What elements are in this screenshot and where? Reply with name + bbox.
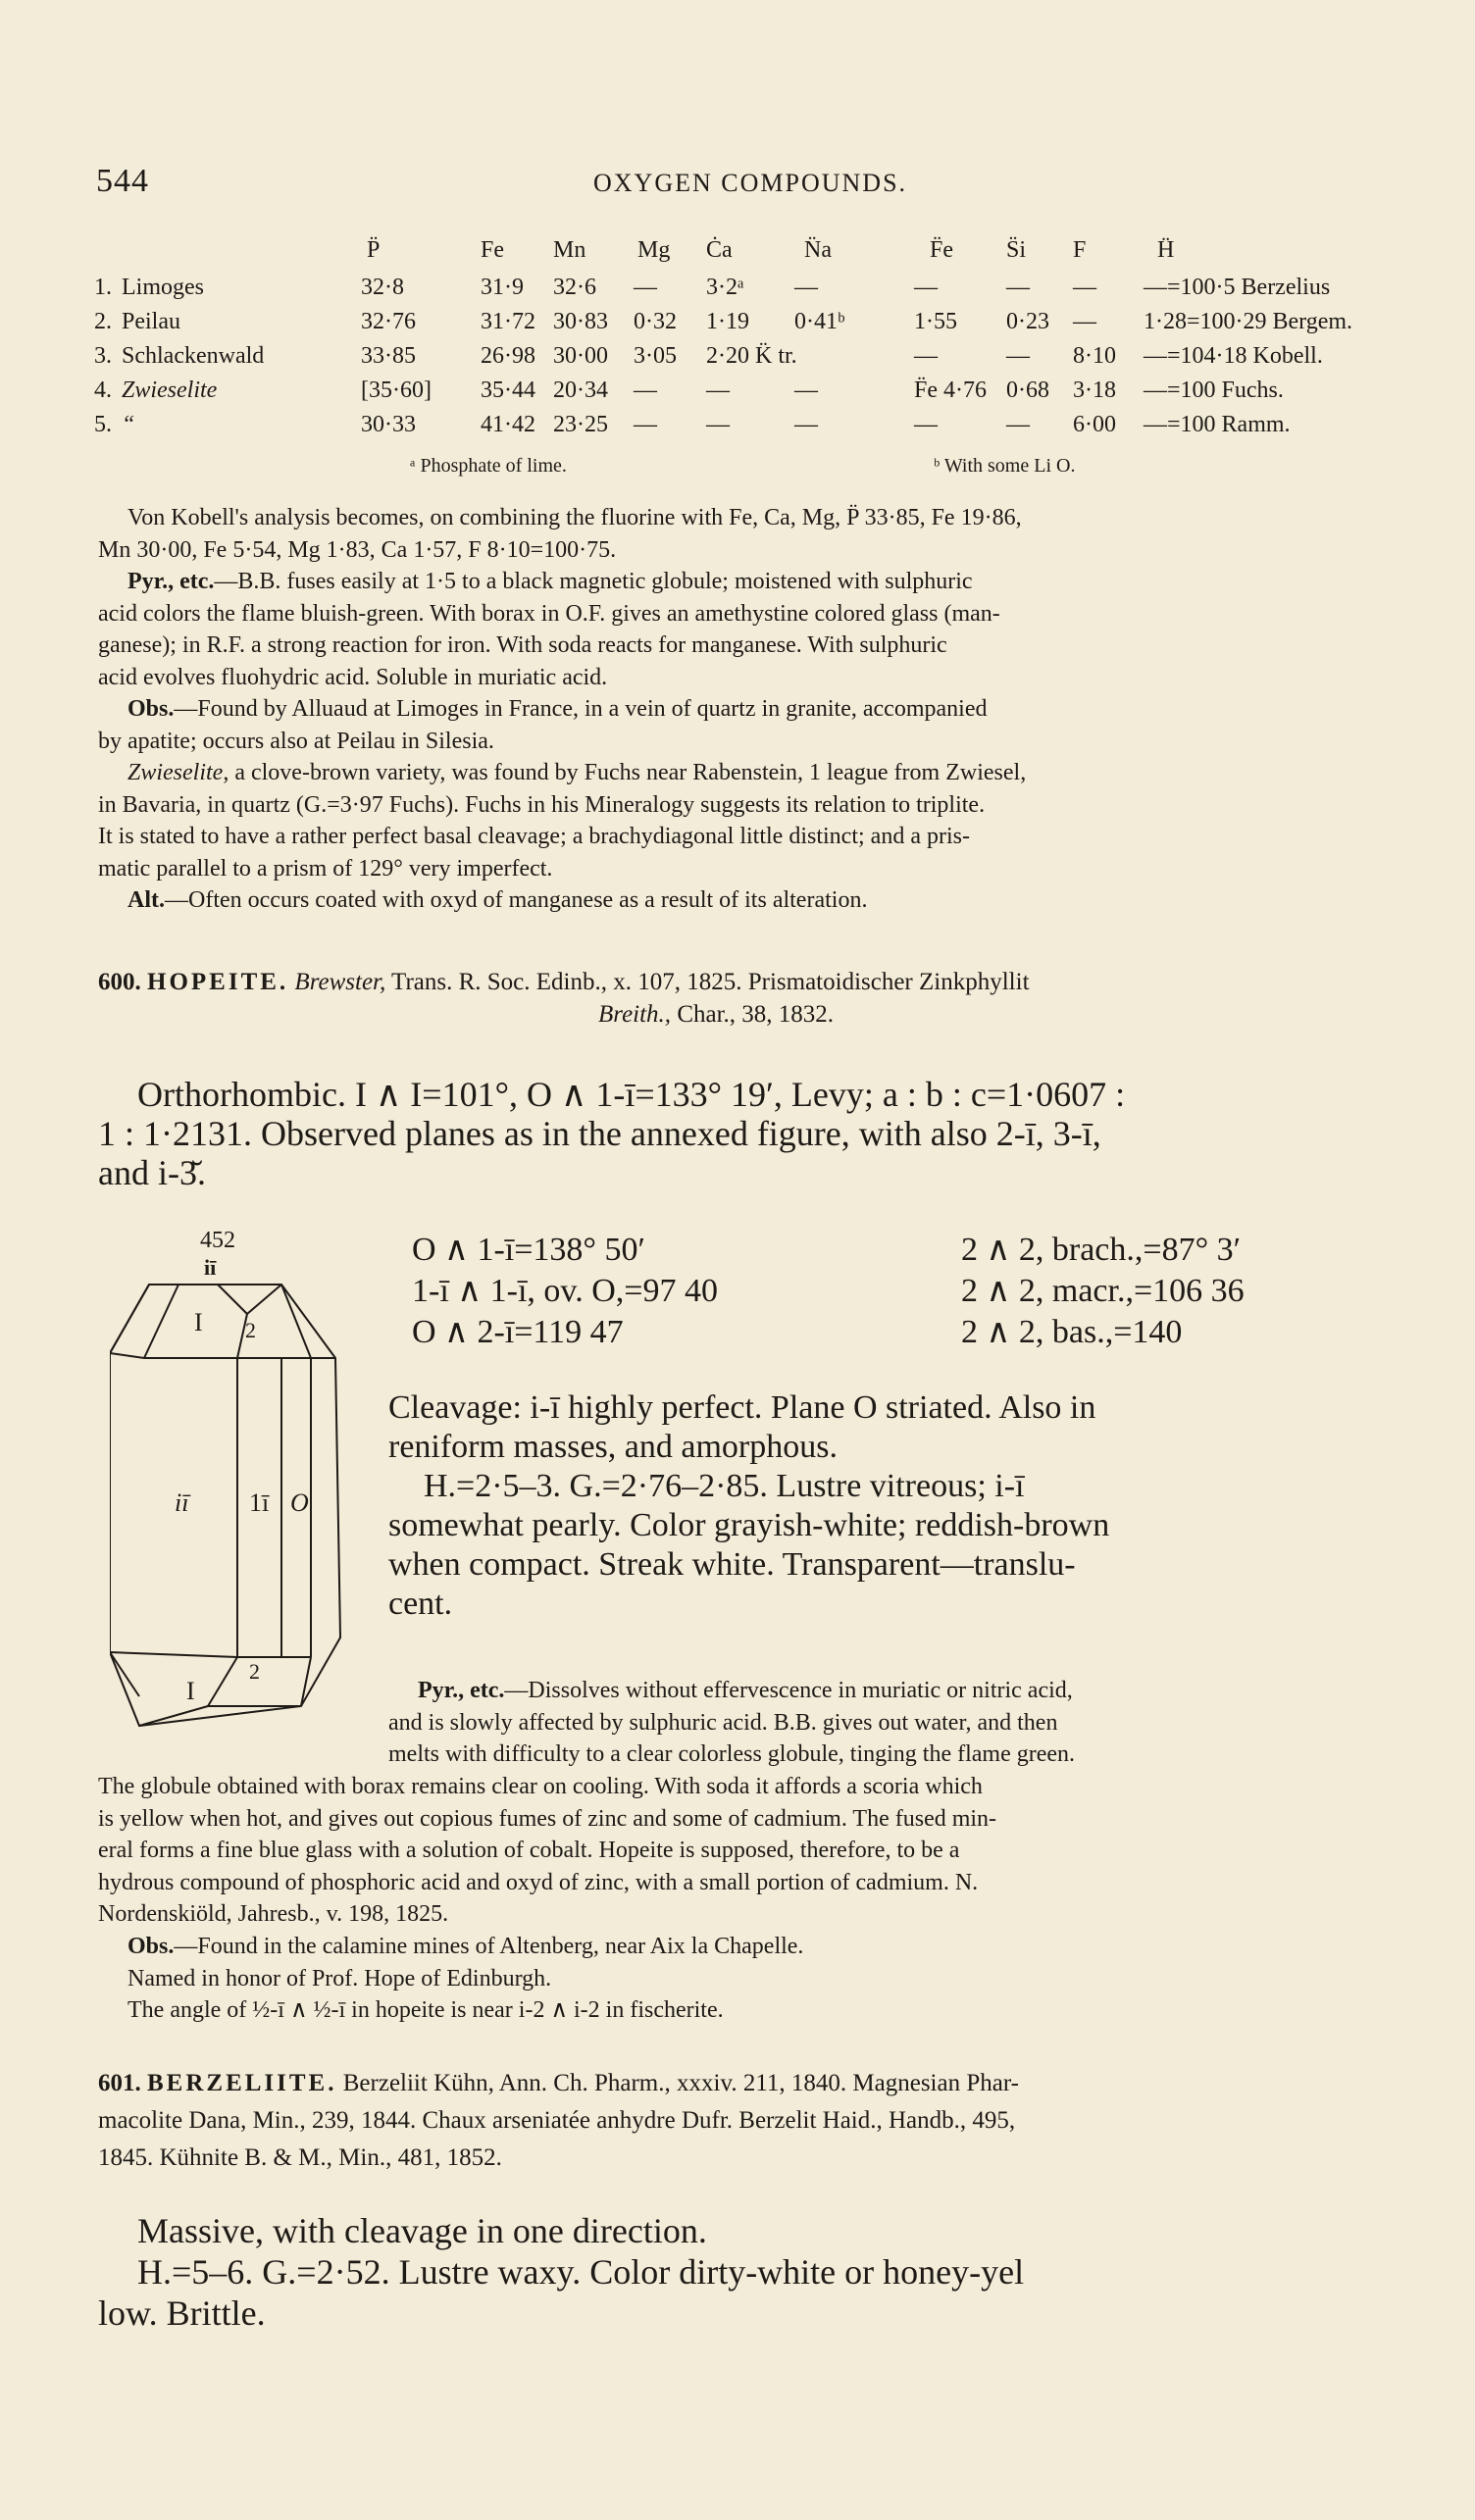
angle-line: 1-ī ∧ 1-ī, ov. O,=97 40 [412,1273,718,1309]
pyr-heading: Pyr., etc. [418,1678,505,1703]
table-cell: —=100·5 Berzelius [1144,275,1331,300]
footnote-b: ᵇ With some Li O. [934,455,1076,477]
table-cell: — [794,275,818,300]
angle-line: 2 ∧ 2, macr.,=106 36 [961,1273,1245,1309]
ref-author: Brewster, [294,969,386,995]
col-header: S̈i [1006,237,1027,263]
row-number: 4. [94,378,112,403]
table-cell: 1·55 [914,309,957,334]
text-line: It is stated to have a rather perfect basal cleavage; a brachydiagonal little distinct; and a pris- [98,824,970,849]
obs-heading: Obs. [127,696,175,722]
row-locality: “ [122,412,135,437]
running-title: OXYGEN COMPOUNDS. [593,169,908,197]
text-line: Von Kobell's analysis becomes, on combining the fluorine with Fe, Ca, Mg, P̈ 33·85, Fe 19·86, [127,505,1022,530]
table-cell: F̈e 4·76 [914,378,987,403]
text-line: 1 : 1·2131. Observed planes as in the annexed figure, with also 2-ī, 3-ī, [98,1114,1101,1153]
text-line: Mn 30·00, Fe 5·54, Mg 1·83, Ca 1·57, F 8·10=100·75. [98,536,617,563]
kobell-paragraph [98,502,1438,566]
row-number: 2. [94,309,112,334]
table-cell: 32·6 [553,275,596,300]
ref-text: macolite Dana, Min., 239, 1844. Chaux arseniatée anhydre Dufr. Berzelit Haid., Handb., 495, [98,2107,1016,2134]
col-header: Mg [637,237,671,263]
text-line: by apatite; occurs also at Peilau in Silesia. [98,728,494,754]
col-header: Fe [481,237,504,263]
ref-text: Trans. R. Soc. Edinb., x. 107, 1825. Prismatoidischer Zinkphyllit [385,969,1030,995]
table-cell: — [914,412,938,437]
text-line: —Dissolves without effervescence in muriatic or nitric acid, [504,1678,1073,1703]
table-cell: 0·68 [1006,378,1049,403]
row-number: 1. [94,275,112,300]
angle-line: 2 ∧ 2, brach.,=87° 3′ [961,1232,1242,1268]
fig-label-I-bot: I [186,1677,195,1705]
table-cell: 30·33 [361,412,416,437]
text-line: and is slowly affected by sulphuric acid. B.B. gives out water, and then [388,1709,1058,1736]
pyr-paragraph-1 [98,566,1438,693]
text-line: cent. [388,1586,453,1622]
table-cell: — [794,378,818,403]
page-number: 544 [96,163,149,199]
table-cell: 30·83 [553,309,608,334]
hopeite-obs [98,1931,1438,2027]
text-line: H.=2·5–3. G.=2·76–2·85. Lustre vitreous; i-ī [424,1468,1025,1504]
table-cell: — [634,412,657,437]
footnote-a: ᵃ Phosphate of lime. [410,455,567,477]
table-cell: 0·41ᵇ [794,309,845,334]
hopeite-description [98,1075,1442,1192]
table-cell: 31·9 [481,275,524,300]
col-header: F [1073,237,1087,263]
table-cell: [35·60] [361,378,432,403]
text-line: is yellow when hot, and gives out copious fumes of zinc and some of cadmium. The fused min- [98,1805,997,1832]
table-cell: — [634,378,657,403]
angles-right [961,1230,1245,1353]
crystal-drawing [110,1265,365,1736]
text-line: acid evolves fluohydric acid. Soluble in muriatic acid. [98,664,608,690]
row-locality: Schlackenwald [122,343,265,369]
berzeliite-description [98,2210,1442,2334]
table-cell: 32·8 [361,275,404,300]
table-cell: — [794,412,818,437]
cleavage-paragraph [388,1388,1438,1624]
col-header: F̈e [930,237,953,263]
text-line: ganese); in R.F. a strong reaction for iron. With soda reacts for manganese. With sulphuric [98,632,947,658]
table-cell: — [706,378,730,403]
table-cell: 41·42 [481,412,535,437]
table-cell: — [706,412,730,437]
fig-label-left: iī [175,1488,189,1517]
table-header-row [94,237,1438,271]
obs-heading: Obs. [127,1934,175,1959]
table-cell: 6·00 [1073,412,1116,437]
table-cell: — [914,275,938,300]
col-header: N̈a [804,237,832,263]
ref-text: Char., 38, 1832. [671,1000,835,1028]
table-row [94,378,1438,411]
table-row [94,412,1438,445]
ref-text: Berzeliit Kühn, Ann. Ch. Pharm., xxxiv. 211, 1840. Magnesian Phar- [342,2070,1019,2096]
species-number: 600. [98,969,141,995]
table-cell: 1·19 [706,309,749,334]
table-cell: — [914,343,938,369]
text-line: when compact. Streak white. Transparent—translu- [388,1546,1076,1583]
table-row [94,343,1438,377]
fig-label-top: iī [204,1255,217,1280]
table-cell: — [1006,412,1030,437]
text-line: —B.B. fuses easily at 1·5 to a black magnetic globule; moistened with sulphuric [214,569,973,594]
table-cell: — [1006,343,1030,369]
col-header: Ċa [706,237,733,263]
pyr-heading: Pyr., etc. [127,569,215,594]
text-line: Named in honor of Prof. Hope of Edinburgh. [127,1965,552,1991]
table-cell: 26·98 [481,343,535,369]
table-cell: 3·05 [634,343,677,369]
text-line: The globule obtained with borax remains clear on cooling. With soda it affords a scoria which [98,1774,983,1799]
table-cell: 35·44 [481,378,535,403]
row-number: 5. [94,412,112,437]
text-line: matic parallel to a prism of 129° very imperfect. [98,855,553,882]
col-header: P̈ [367,237,381,263]
text-line: in Bavaria, in quartz (G.=3·97 Fuchs). Fuchs in his Mineralogy suggests its relation to triplite. [98,791,986,818]
row-number: 3. [94,343,112,369]
row-locality: Peilau [122,309,180,334]
col-header: Ḧ [1157,237,1175,263]
text-line: acid colors the flame bluish-green. With borax in O.F. gives an amethystine colored glass (man- [98,600,1000,627]
ref-author: Breith., [598,1000,672,1028]
fig-label-2-top: 2 [245,1318,256,1342]
table-row [94,309,1438,342]
text-line: somewhat pearly. Color grayish-white; reddish-brown [388,1507,1110,1543]
text-line: —Found by Alluaud at Limoges in France, in a vein of quartz in granite, accompanied [174,696,988,722]
text-line: reniform masses, and amorphous. [388,1429,838,1465]
figure-number: 452 [200,1228,235,1253]
table-cell: 31·72 [481,309,535,334]
text-line: Cleavage: i-ī highly perfect. Plane O striated. Also in [388,1389,1096,1426]
table-cell: —=100 Ramm. [1144,412,1291,437]
table-cell: 23·25 [553,412,608,437]
table-cell: —=100 Fuchs. [1144,378,1284,403]
table-cell: — [1073,309,1096,334]
zwieselite-paragraph [98,757,1438,884]
berzeliite-heading [98,2065,1438,2177]
table-cell: 30·00 [553,343,608,369]
table-cell: 1·28=100·29 Bergem. [1144,309,1353,334]
table-cell: 0·32 [634,309,677,334]
table-cell: 20·34 [553,378,608,403]
fig-label-I-top: I [194,1308,203,1336]
fig-label-2-bot: 2 [249,1659,260,1684]
species-name: HOPEITE. [147,969,289,995]
text-line: H.=5–6. G.=2·52. Lustre waxy. Color dirty-white or honey-yel [137,2252,1025,2292]
row-locality: Zwieselite [122,378,218,403]
text-line: low. Brittle. [98,2293,266,2333]
table-cell: 32·76 [361,309,416,334]
col-header: Mn [553,237,586,263]
hopeite-pyr-narrow [388,1675,1438,1771]
table-cell: — [1073,275,1096,300]
crystal-figure [110,1255,365,1775]
ref-text: 1845. Kühnite B. & M., Min., 481, 1852. [98,2144,502,2171]
fig-label-right: O [290,1488,309,1517]
text-line: hydrous compound of phosphoric acid and oxyd of zinc, with a small portion of cadmium. N. [98,1869,979,1895]
table-cell: 33·85 [361,343,416,369]
table-cell: — [1006,275,1030,300]
species-name: BERZELIITE. [147,2070,337,2096]
angle-line: O ∧ 1-ī=138° 50′ [412,1232,645,1268]
species-number: 601. [98,2070,141,2096]
text-line: melts with difficulty to a clear colorless globule, tinging the flame green. [388,1741,1076,1767]
text-line: , a clove-brown variety, was found by Fuchs near Rabenstein, 1 league from Zwiesel, [223,760,1027,785]
hopeite-heading [98,967,1438,1031]
text-line: Orthorhombic. I ∧ I=101°, O ∧ 1-ī=133° 19′, Levy; a : b : c=1·0607 : [137,1075,1126,1114]
table-cell: 3·18 [1073,378,1116,403]
text-line: eral forms a fine blue glass with a solution of cobalt. Hopeite is supposed, therefore, to be a [98,1838,960,1863]
text-line: —Found in the calamine mines of Altenberg, near Aix la Chapelle. [174,1934,804,1959]
table-cell: 2·20 K̈ tr. [706,343,797,369]
fig-label-mid: 1ī [249,1488,270,1517]
table-cell: 3·2ᵃ [706,275,744,300]
hopeite-pyr-wide [98,1771,1438,1931]
alt-heading: Alt. [127,887,165,913]
table-cell: 8·10 [1073,343,1116,369]
angles-left [412,1230,718,1353]
text-line: Massive, with cleavage in one direction. [137,2211,707,2250]
angle-line: O ∧ 2-ī=119 47 [412,1314,624,1350]
text-line: —Often occurs coated with oxyd of manganese as a result of its alteration. [165,887,868,913]
text-line: The angle of ½-ī ∧ ½-ī in hopeite is near i-2 ∧ i-2 in fischerite. [127,1997,724,2023]
table-cell: —=104·18 Kobell. [1144,343,1323,369]
table-cell: 0·23 [1006,309,1049,334]
table-cell: — [634,275,657,300]
row-locality: Limoges [122,275,204,300]
angle-line: 2 ∧ 2, bas.,=140 [961,1314,1183,1350]
text-line: Nordenskiöld, Jahresb., v. 198, 1825. [98,1901,449,1927]
text-line: and i-3̆. [98,1153,206,1192]
zwieselite-term: Zwieselite [127,760,224,785]
table-row [94,275,1438,308]
alt-paragraph [98,884,1438,917]
obs-paragraph-1 [98,693,1438,757]
